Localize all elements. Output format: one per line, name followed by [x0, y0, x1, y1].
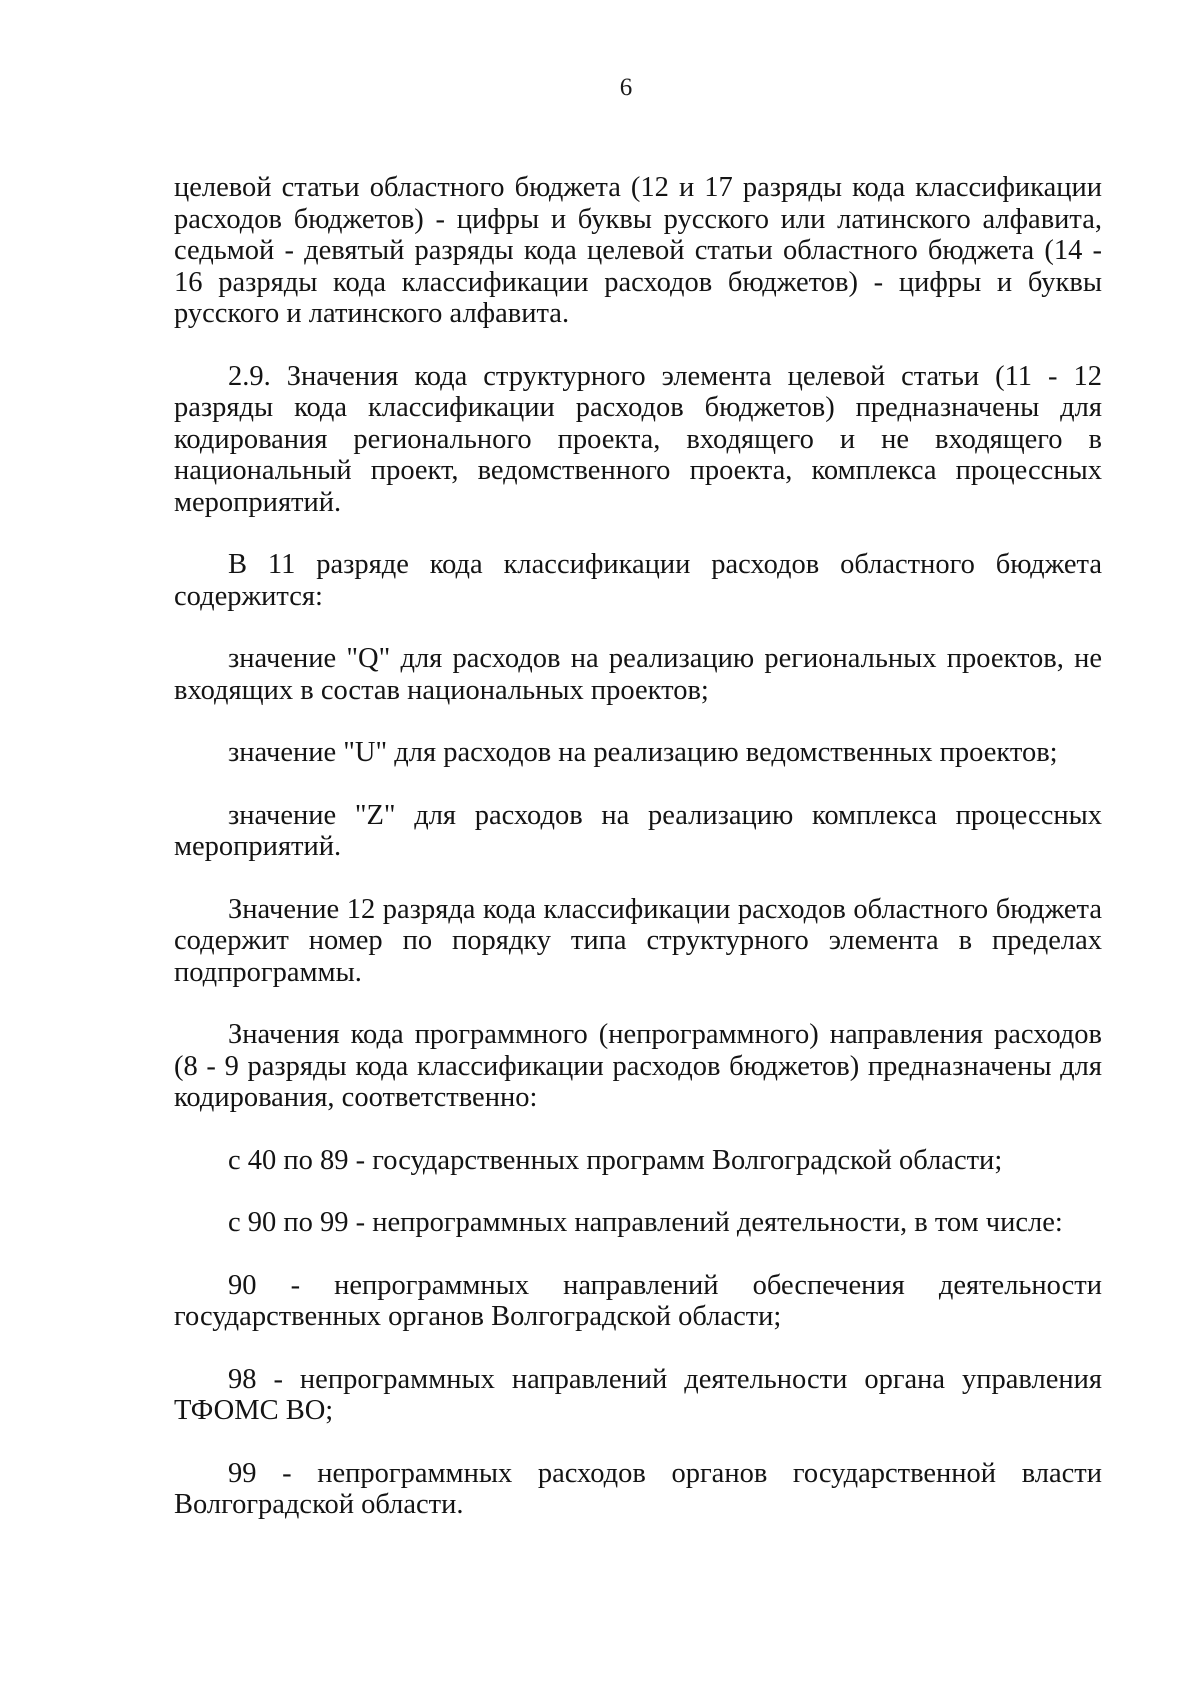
paragraph-value-u: значение "U" для расходов на реализацию ведомственных проектов; — [228, 737, 1058, 768]
document-body — [174, 172, 1102, 1521]
paragraph-digit-12: Значение 12 разряда кода классификации расходов областного бюджета содержит номер по порядку типа структурного элемента в пределах подпрограммы. — [174, 893, 1102, 988]
paragraph-range-40-89: с 40 по 89 - государственных программ Волгоградской области; — [228, 1144, 1003, 1176]
paragraph-code-90: 90 - непрограммных направлений обеспечения деятельности государственных органов Волгоградской области; — [174, 1269, 1102, 1332]
paragraph-value-q: значение "Q" для расходов на реализацию региональных проектов, не входящих в состав национальных проектов; — [174, 643, 1102, 706]
paragraph-code-98: 98 - непрограммных направлений деятельности органа управления ТФОМС ВО; — [174, 1363, 1102, 1426]
paragraph-digit-11-intro: В 11 разряде кода классификации расходов областного бюджета содержится: — [174, 549, 1102, 612]
paragraph-range-90-99: с 90 по 99 - непрограммных направлений деятельности, в том числе: — [228, 1207, 1063, 1238]
page-number: 6 — [619, 74, 633, 101]
paragraph-section-2-9: 2.9. Значения кода структурного элемента целевой статьи (11 - 12 разряды кода классификации расходов бюджетов) предназначены для кодирования регионального проекта, входящего и не входящего в национальный проект, ведомственного проекта, комплекса процессных мероприятий. — [174, 360, 1102, 518]
paragraph-program-direction: Значения кода программного (непрограммного) направления расходов (8 - 9 разряды кода классификации расходов бюджетов) предназначены для кодирования, соответственно: — [174, 1019, 1102, 1113]
paragraph-value-z: значение "Z" для расходов на реализацию комплекса процессных мероприятий. — [174, 799, 1102, 862]
paragraph-continuation: целевой статьи областного бюджета (12 и 17 разряды кода классификации расходов бюджетов) - цифры и буквы русского или латинского алфавита, седьмой - девятый разряды кода целевой статьи областного бюджета (14 - 16 разряды кода классификации расходов бюджетов) - цифры и буквы русского и латинского алфавита. — [174, 172, 1102, 329]
paragraph-code-99: 99 - непрограммных расходов органов государственной власти Волгоградской области. — [174, 1457, 1102, 1520]
